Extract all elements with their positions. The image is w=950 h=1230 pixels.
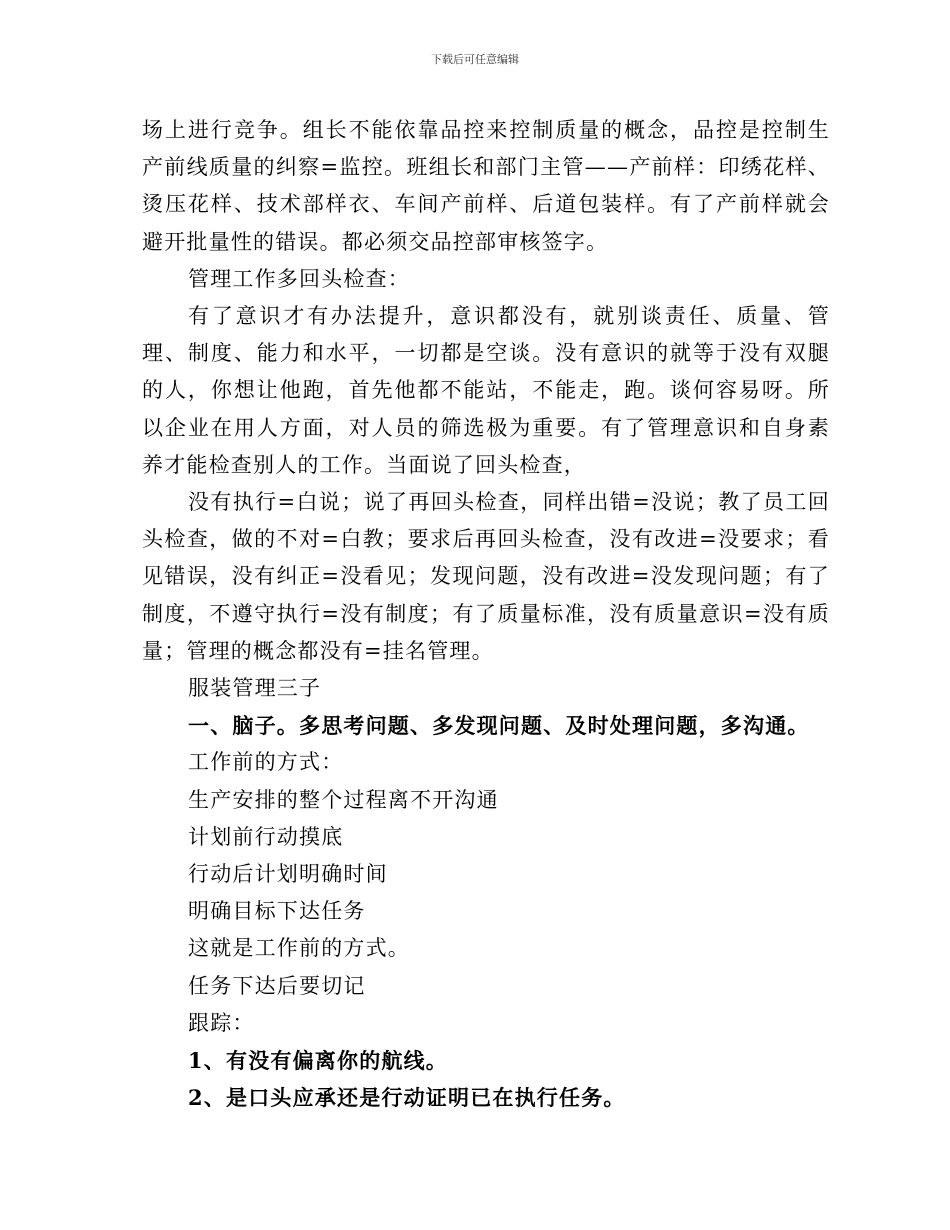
page-header: 下载后可任意编辑 (431, 53, 519, 66)
paragraph-execution: 没有执行=白说；说了再回头检查，同样出错=没说；教了员工回头检查，做的不对=白教；要求后再回头检查，没有改进=没要求；看见错误，没有纠正=没看见；发现问题，没有改进=没发现问题；有了制度，不遵守执行=没有制度；有了质量标准，没有质量意识=没有质量；管理的概念都没有=挂名管理。 (142, 490, 830, 663)
list-item-execution: 2、是口头应承还是行动证明已在执行任务。 (188, 1085, 626, 1111)
line-tracking: 跟踪： (188, 1010, 255, 1035)
paragraph-awareness: 有了意识才有办法提升，意识都没有，就别谈责任、质量、管理、制度、能力和水平，一切都是空谈。没有意识的就等于没有双腿的人，你想让他跑，首先他都不能站，不能走，跑。谈何容易呀。所以企业在用人方面，对人员的筛选极为重要。有了管理意识和自身素养才能检查别人的工作。当面说了回头检查， (142, 304, 830, 477)
line-communication: 生产安排的整个过程离不开沟通 (188, 787, 499, 812)
document-body (142, 112, 830, 1116)
line-pre-work-method: 工作前的方式： (188, 750, 344, 775)
heading-three-zi: 服装管理三子 (188, 676, 322, 701)
line-method-summary: 这就是工作前的方式。 (188, 936, 410, 961)
heading-brain: 一、脑子。多思考问题、多发现问题、及时处理问题，多沟通。 (188, 713, 810, 739)
line-time-plan: 行动后计划明确时间 (188, 862, 388, 887)
list-item-deviation: 1、有没有偏离你的航线。 (188, 1048, 449, 1074)
line-assign-task: 明确目标下达任务 (188, 899, 366, 924)
heading-recheck: 管理工作多回头检查： (188, 266, 410, 291)
paragraph-product-sample: 场上进行竞争。组长不能依靠品控来控制质量的概念，品控是控制生产前线质量的纠察=监控。班组长和部门主管——产前样：印绣花样、烫压花样、技术部样衣、车间产前样、后道包装样。有了产前样就会避开批量性的错误。都必须交品控部审核签字。 (142, 118, 830, 254)
line-remember: 任务下达后要切记 (188, 973, 366, 998)
line-survey: 计划前行动摸底 (188, 824, 344, 849)
